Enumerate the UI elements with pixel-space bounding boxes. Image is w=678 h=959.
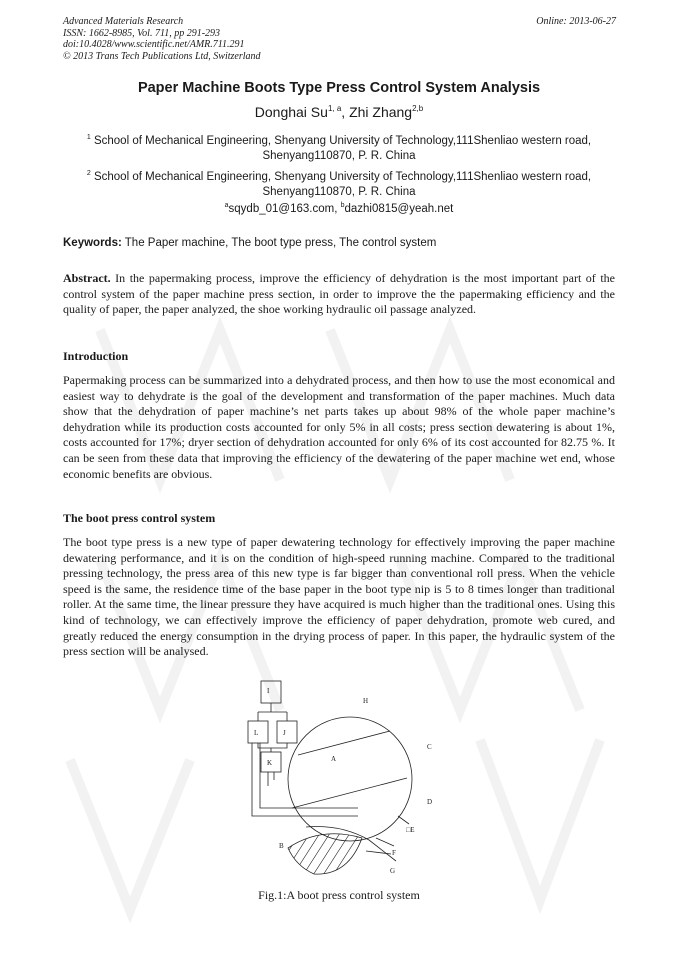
author-name: Zhi Zhang [349, 104, 413, 120]
label-l: L [254, 729, 259, 737]
email-link[interactable]: sqydb_01@163.com [228, 203, 335, 215]
copyright: © 2013 Trans Tech Publications Ltd, Switzerland [63, 50, 261, 62]
boot-press-paragraph: The boot type press is a new type of paper dewatering technology for effectively improving the paper machine dewatering performance, and it is on the condition of high-speed running machine. Compared to the traditional pressing technology, the press area of this new type is far bigger than conventional roll press. When the vehicle speed is the same, the residence time of the base paper in the boot type nip is 5 to 8 times longer than traditional roller. At the same time, the linear pressure they have acquired is much higher than the traditional ones. Using this kind of technology, we can effectively improve the efficiency of paper dehydration, promote web cured, and greatly reduced the energy consumption in the drying process of paper. In this paper, the hydraulic system of the press section will be analysed. [63, 535, 615, 659]
label-d: D [427, 798, 433, 806]
doi: doi:10.4028/www.scientific.net/AMR.711.291 [63, 39, 245, 50]
label-g: G [390, 867, 396, 875]
shoe-hatching [256, 816, 391, 881]
email-link[interactable]: dazhi0815@yeah.net [344, 203, 454, 215]
issn-volume: ISSN: 1662-8985, Vol. 711, pp 291-293 [63, 27, 221, 39]
leader-lines [366, 816, 409, 854]
connector-lines [258, 703, 287, 752]
affiliation-2 [63, 166, 615, 200]
abstract-text: In the papermaking process, improve the efficiency of dehydration is the most important part of the control system of the paper machine press section, in order to improve the the papermaking efficiency and the quality of paper, the paper analyzed, the shoe working hydraulic oil passage analyzed. [63, 271, 615, 317]
boot-shoe [288, 834, 362, 874]
email-superscript: a [224, 202, 229, 209]
label-e: □E [406, 826, 415, 834]
box-j [277, 721, 297, 743]
label-k: K [267, 759, 273, 767]
paper-title: Paper Machine Boots Type Press Control System Analysis [137, 80, 541, 96]
author-emails [40, 202, 638, 215]
affiliation-number: 2 [86, 170, 91, 177]
roll-chord-upper [298, 731, 390, 755]
label-i: I [267, 687, 270, 695]
affiliation-1 [63, 130, 615, 164]
email-superscript: b [340, 202, 345, 209]
author-list [40, 104, 638, 120]
online-date: Online: 2013-06-27 [536, 16, 616, 27]
author-separator: , [341, 104, 350, 120]
label-a: A [331, 755, 337, 763]
box-i [261, 681, 281, 703]
author-superscript: 1, a [327, 104, 342, 113]
affiliation-text: School of Mechanical Engineering, Shenyang University of Technology,111Shenliao western road, Shenyang110870, P. R. China [93, 135, 592, 162]
boot-press-diagram [236, 676, 452, 881]
abstract-label: Abstract. [63, 271, 111, 285]
label-h: H [363, 697, 369, 705]
keywords [63, 237, 615, 249]
author-superscript: 2,b [412, 104, 424, 113]
keywords-label: Keywords: [63, 237, 122, 249]
label-j: J [283, 729, 286, 737]
section-heading-introduction: Introduction [63, 349, 129, 363]
journal-name: Advanced Materials Research [63, 16, 184, 27]
author-name: Donghai Su [254, 104, 328, 120]
press-roll-circle [288, 717, 412, 841]
affiliation-number: 1 [86, 134, 91, 141]
abstract [63, 271, 615, 318]
hydraulic-pipe-k [268, 772, 274, 786]
running-header-left [63, 16, 261, 62]
roll-chord-lower [292, 778, 407, 808]
section-heading-boot-press: The boot press control system [63, 511, 216, 525]
label-b: B [279, 842, 284, 850]
email-separator: , [334, 203, 341, 215]
figure-caption: Fig.1:A boot press control system [258, 888, 420, 902]
affiliation-text: School of Mechanical Engineering, Shenyang University of Technology,111Shenliao western road, Shenyang110870, P. R. China [93, 171, 592, 198]
label-c: C [427, 743, 432, 751]
introduction-paragraph: Papermaking process can be summarized into a dehydrated process, and then how to use the most economical and easiest way to dehydrate is the goal of the development and transformation of the paper machines. Much data show that the dehydration of paper machine’s net parts takes up about 98% of the whole paper machine’s dehydration while its production costs accounted for only 5% in all costs; press section dewatering is about 1%, costs accounted for 17%; dryer section of dehydration accounted for only 6% of its cost accounted for 82.75 %. It can be seen from these data that improving the efficiency of the dewatering of the paper machine wet end, whose economic benefits are obvious. [63, 373, 615, 481]
label-f: F [392, 849, 396, 857]
keywords-text: The Paper machine, The boot type press, The control system [121, 237, 437, 249]
